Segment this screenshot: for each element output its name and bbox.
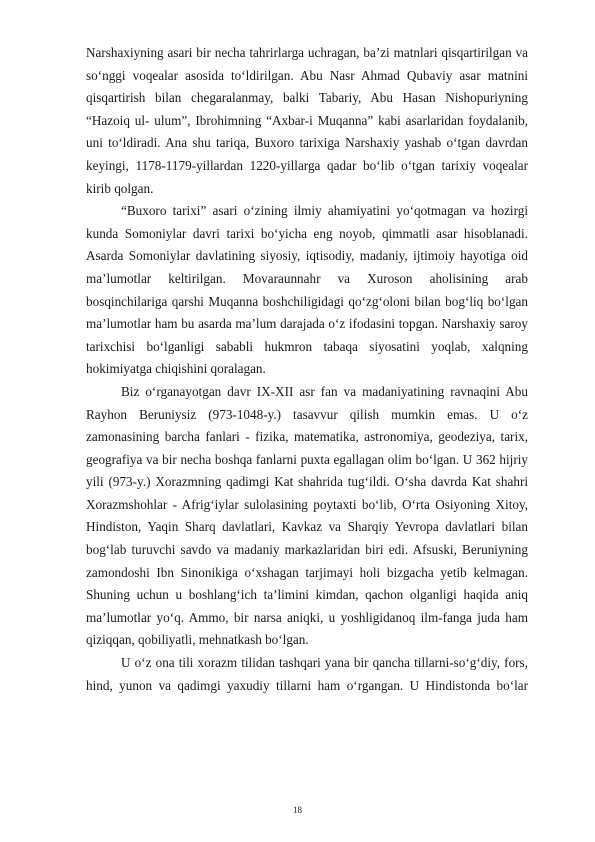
text-line: zamondoshi Ibn Sinonikiga o‘xshagan tarjimayi holi bizgacha yetib kelmagan. <box>86 564 528 580</box>
text-line: keyingi, 1178-1179-yillardan 1220-yillarga qadar bo‘lib o‘tgan tarixiy voqealar <box>86 157 528 173</box>
text-line: ma’lumotlar keltirilgan. Movaraunnahr va Xuroson aholisining arab <box>86 270 528 286</box>
text-line: bog‘lab turuvchi savdo va madaniy markazlaridan biri edi. Afsuski, Beruniyning <box>86 542 528 558</box>
text-line: hind, yunon va qadimgi yaxudiy tillarni ham o‘rgangan. U Hindistonda bo‘lar <box>86 677 528 693</box>
text-line: “Hazoiq ul- ulum”, Ibrohimning “Axbar-i Muqanna” kabi asarlaridan foydalanib, <box>86 112 528 128</box>
text-line: tarixchisi bo‘lganligi sababli hukmron tabaqa siyosatini yoqlab, xalqning <box>86 338 528 354</box>
text-line: zamonasining barcha fanlari - fizika, matematika, astronomiya, geodeziya, tarix, <box>86 429 528 445</box>
text-line: kirib qolgan. <box>86 180 154 196</box>
text-line: Narshaxiyning asari bir necha tahrirlarga uchragan, ba’zi matnlari qisqartirilgan va <box>86 45 528 60</box>
document-body <box>86 42 528 697</box>
paragraph-3 <box>86 381 528 652</box>
paragraph-2 <box>86 200 528 381</box>
text-line: Rayhon Beruniysiz (973-1048-y.) tasavvur qilish mumkin emas. U o‘z <box>86 406 528 422</box>
paragraph-4 <box>86 652 528 697</box>
text-line: Xorazmshohlar - Afrig‘iylar sulolasining poytaxti bo‘lib, O‘rta Osiyoning Xitoy, <box>86 496 528 512</box>
text-line: so‘nggi voqealar asosida to‘ldirilgan. Abu Nasr Ahmad Qubaviy asar matnini <box>86 67 528 83</box>
text-line: Shuning uchun u boshlang‘ich ta’limini kimdan, qachon olganligi haqida aniq <box>86 587 528 603</box>
text-line: hokimiyatga chiqishini qoralagan. <box>86 361 266 377</box>
text-line: Hindiston, Yaqin Sharq davlatlari, Kavkaz va Sharqiy Yevropa davlatlari bilan <box>86 519 528 535</box>
text-line: bosqinchilariga qarshi Muqanna boshchiligidagi qo‘zg‘oloni bilan bog‘liq bo‘lgan <box>86 293 528 309</box>
text-line: qisqartirish bilan chegaralanmay, balki Tabariy, Abu Hasan Nishopuriyning <box>86 90 528 106</box>
text-line: ma’lumotlar yo‘q. Ammo, bir narsa aniqki, u yoshligidanoq ilm-fanga juda ham <box>86 609 528 625</box>
text-line: Biz o‘rganayotgan davr IX-XII asr fan va madaniyatining ravnaqini Abu <box>121 383 528 399</box>
text-line: yili (973-y.) Xorazmning qadimgi Kat shahrida tug‘ildi. O‘sha davrda Kat shahri <box>86 474 528 490</box>
text-line: geografiya va bir necha boshqa fanlarni puxta egallagan olim bo‘lgan. U 362 hijriy <box>86 451 528 467</box>
text-line: Asarda Somoniylar davlatining siyosiy, iqtisodiy, madaniy, ijtimoiy hayotiga oid <box>86 248 528 264</box>
text-line: kunda Somoniylar davri tarixi bo‘yicha eng noyob, qimmatli asar hisoblanadi. <box>86 225 528 241</box>
page-number: 18 <box>293 805 302 815</box>
text-line: uni to‘ldiradi. Ana shu tariqa, Buxoro tarixiga Narshaxiy yashab o‘tgan davrdan <box>86 135 528 151</box>
text-line: qiziqqan, qobiliyatli, mehnatkash bo‘lgan. <box>86 632 309 648</box>
text-line: U o‘z ona tili xorazm tilidan tashqari yana bir qancha tillarni-so‘g‘diy, fors, <box>121 655 528 671</box>
text-line: “Buxoro tarixi” asari o‘zining ilmiy ahamiyatini yo‘qotmagan va hozirgi <box>121 203 528 219</box>
text-line: ma’lumotlar ham bu asarda ma’lum darajada o‘z ifodasini topgan. Narshaxiy saroy <box>86 316 528 332</box>
paragraph-1 <box>86 42 528 200</box>
